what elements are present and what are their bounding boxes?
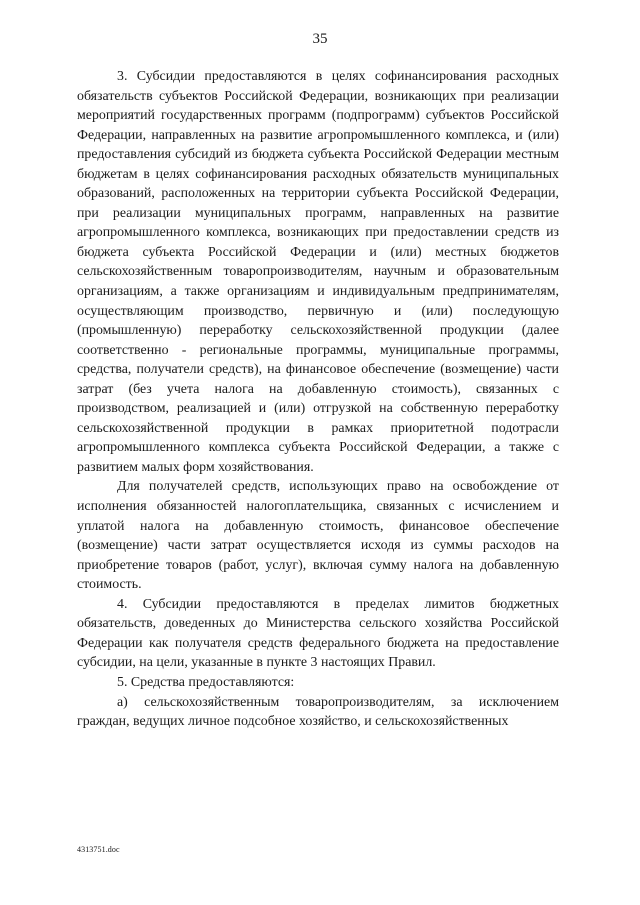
paragraph-item-4: 4. Субсидии предоставляются в пределах лимитов бюджетных обязательств, доведенных до Министерства сельского хозяйства Российской Федерации как получателя средств федерального бюджета на предоставление субсидии, на цели, указанные в пункте 3 настоящих Правил. <box>77 596 559 671</box>
page-number: 35 <box>312 31 328 47</box>
paragraph-item-5: 5. Средства предоставляются: <box>117 674 295 690</box>
paragraph-item-5a: а) сельскохозяйственным товаропроизводителям, за исключением граждан, ведущих личное подсобное хозяйство, и сельскохозяйственных <box>77 694 559 730</box>
paragraph-item-3: 3. Субсидии предоставляются в целях софинансирования расходных обязательств субъектов Российской Федерации, возникающих при реализации мероприятий государственных программ (подпрограмм) субъектов Российской Федерации, направленных на развитие агропромышленного комплекса, и (или) предоставления субсидий из бюджета субъекта Российской Федерации местным бюджетам в целях софинансирования расходных обязательств муниципальных образований, расположенных на территории субъекта Российской Федерации, при реализации муниципальных программ, направленных на развитие агропромышленного комплекса, возникающих при предоставлении средств из бюджета субъекта Российской Федерации и (или) местных бюджетов сельскохозяйственным товаропроизводителям, научным и образовательным организациям, а также организациям и индивидуальным предпринимателям, осуществляющим производство, первичную и (или) последующую (промышленную) переработку сельскохозяйственной продукции (далее соответственно - региональные программы, муниципальные программы, средства, получатели средств), на финансовое обеспечение (возмещение) части затрат (без учета налога на добавленную стоимость), связанных с производством, реализацией и (или) отгрузкой на собственную переработку сельскохозяйственной продукции в рамках приоритетной подотрасли агропромышленного комплекса субъекта Российской Федерации, а также с развитием малых форм хозяйствования. <box>77 69 559 475</box>
paragraph-vat-exemption: Для получателей средств, использующих право на освобождение от исполнения обязанностей налогоплательщика, связанных с исчислением и уплатой налога на добавленную стоимость, финансовое обеспечение (возмещение) части затрат осуществляется исходя из суммы расходов на приобретение товаров (работ, услуг), включая сумму налога на добавленную стоимость. <box>77 479 559 593</box>
footer-document-code: 4313751.doc <box>77 845 120 854</box>
document-body <box>77 67 559 732</box>
